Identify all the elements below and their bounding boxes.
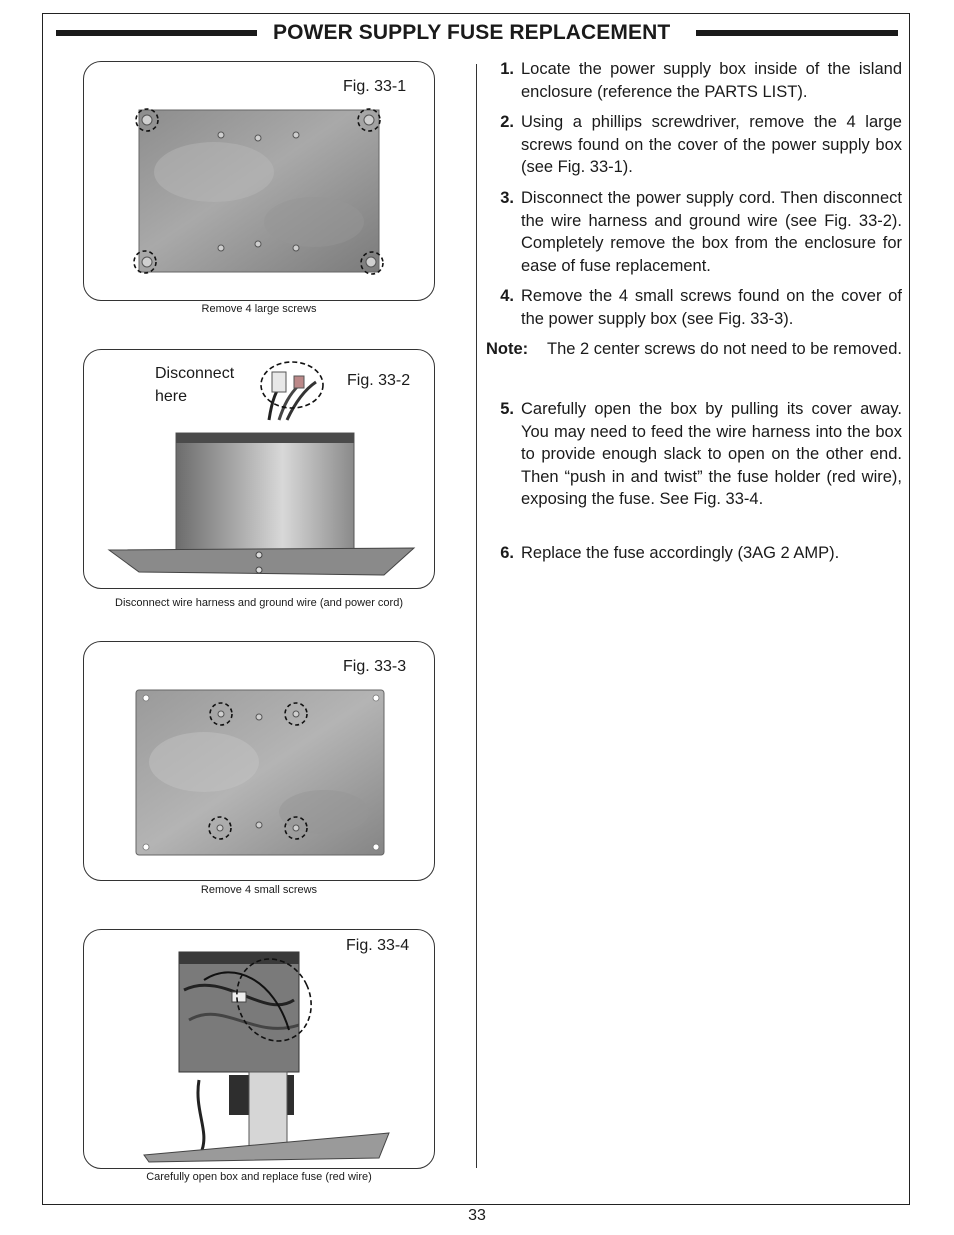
instruction-step [490, 542, 902, 565]
step-number: 3. [500, 189, 514, 207]
step-number: 6. [500, 544, 514, 562]
step-text: Carefully open the box by pulling its cover away. You may need to feed the wire harness into the box to provide enough slack to open on the other end. Then “push in and twist” the fuse holder (red wire), exposing the fuse. See Fig. 33-4. [521, 400, 902, 508]
instruction-step [490, 111, 902, 179]
figure-33-3-photo [84, 642, 435, 881]
disconnect-callout-line-1: Disconnect [155, 365, 235, 382]
figure-33-4-photo [84, 930, 435, 1169]
note-label: Note: [486, 340, 529, 358]
step-text: Disconnect the power supply cord. Then disconnect the wire harness and ground wire (see Fig. 33-2). Completely remove the box from the enclosure for ease of fuse replacement. [521, 189, 902, 275]
figure-label: Fig. 33-4 [346, 937, 410, 954]
figure-caption: Remove 4 small screws [200, 884, 318, 896]
figure-33-4 [83, 929, 435, 1169]
instruction-step [490, 285, 902, 330]
figure-33-3 [83, 641, 435, 881]
title-rule-left [56, 30, 257, 36]
column-divider [476, 64, 477, 1168]
disconnect-callout-line-2: here [155, 388, 188, 405]
note-text: The 2 center screws do not need to be removed. [547, 340, 902, 358]
page-title: POWER SUPPLY FUSE REPLACEMENT [273, 21, 671, 44]
step-number: 4. [500, 287, 514, 305]
title-rule-right [696, 30, 898, 36]
page-number: 33 [468, 1207, 486, 1224]
instruction-step [490, 398, 902, 511]
step-text: Using a phillips screwdriver, remove the 4 large screws found on the cover of the power supply box (see Fig. 33-1). [521, 113, 902, 176]
figure-label: Fig. 33-3 [343, 658, 407, 675]
step-number: 2. [500, 113, 514, 131]
figure-caption: Remove 4 large screws [201, 303, 317, 315]
step-number: 1. [500, 60, 514, 78]
instruction-step [490, 187, 902, 277]
figure-33-1-photo [84, 62, 435, 301]
instruction-step [490, 58, 902, 103]
figure-33-1 [83, 61, 435, 301]
note [486, 338, 902, 361]
figure-label: Fig. 33-2 [347, 372, 411, 389]
figure-caption: Carefully open box and replace fuse (red wire) [146, 1171, 372, 1183]
figure-caption: Disconnect wire harness and ground wire (and power cord) [115, 597, 403, 609]
step-text: Locate the power supply box inside of the island enclosure (reference the PARTS LIST). [521, 60, 902, 101]
step-number: 5. [500, 400, 514, 418]
step-text: Replace the fuse accordingly (3AG 2 AMP). [521, 544, 840, 562]
step-text: Remove the 4 small screws found on the cover of the power supply box (see Fig. 33-3). [521, 287, 902, 328]
section-header [56, 20, 898, 46]
figure-label: Fig. 33-1 [343, 78, 407, 95]
figure-33-2 [83, 349, 435, 589]
